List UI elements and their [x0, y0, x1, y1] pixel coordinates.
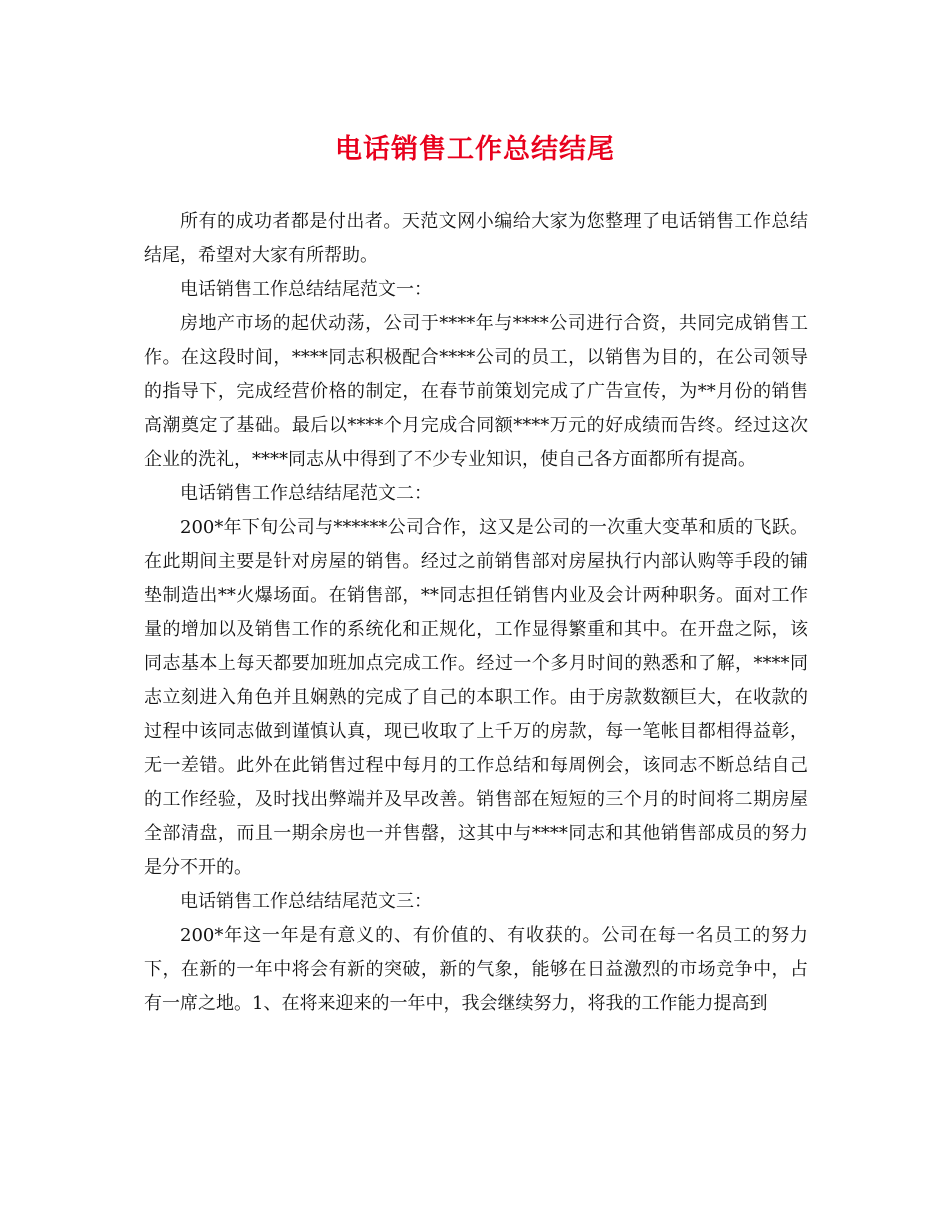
paragraph-sample-3: 200*年这一年是有意义的、有价值的、有收获的。公司在每一名员工的努力下，在新的一年中将会有新的突破，新的气象，能够在日益激烈的市场竞争中，占有一席之地。1、在将来迎来的一年中，我会继续努力，将我的工作能力提高到 [144, 925, 808, 1014]
paragraph-heading-sample-3: 电话销售工作总结结尾范文三： [180, 891, 432, 912]
paragraph-sample-1: 房地产市场的起伏动荡，公司于****年与****公司进行合资，共同完成销售工作。在这段时间，****同志积极配合****公司的员工，以销售为目的，在公司领导的指导下，完成经营价格的制定，在春节前策划完成了广告宣传，为**月份的销售高潮奠定了基础。最后以****个月完成合同额****万元的好成绩而告终。经过这次企业的洗礼，****同志从中得到了不少专业知识，使自己各方面都所有提高。 [144, 313, 808, 470]
document-body [144, 205, 808, 1021]
paragraph-heading-sample-1: 电话销售工作总结结尾范文一： [180, 279, 432, 300]
paragraph-intro: 所有的成功者都是付出者。天范文网小编给大家为您整理了电话销售工作总结结尾，希望对大家有所帮助。 [144, 211, 808, 266]
document-title: 电话销售工作总结结尾 [335, 134, 615, 165]
paragraph-heading-sample-2: 电话销售工作总结结尾范文二： [180, 483, 432, 504]
paragraph-sample-2: 200*年下旬公司与******公司合作，这又是公司的一次重大变革和质的飞跃。在此期间主要是针对房屋的销售。经过之前销售部对房屋执行内部认购等手段的铺垫制造出**火爆场面。在销售部，**同志担任销售内业及会计两种职务。面对工作量的增加以及销售工作的系统化和正规化，工作显得繁重和其中。在开盘之际，该同志基本上每天都要加班加点完成工作。经过一个多月时间的熟悉和了解，****同志立刻进入角色并且娴熟的完成了自己的本职工作。由于房款数额巨大，在收款的过程中该同志做到谨慎认真，现已收取了上千万的房款，每一笔帐目都相得益彰，无一差错。此外在此销售过程中每月的工作总结和每周例会，该同志不断总结自己的工作经验，及时找出弊端并及早改善。销售部在短短的三个月的时间将二期房屋全部清盘，而且一期余房也一并售罄，这其中与****同志和其他销售部成员的努力是分不开的。 [144, 517, 808, 878]
